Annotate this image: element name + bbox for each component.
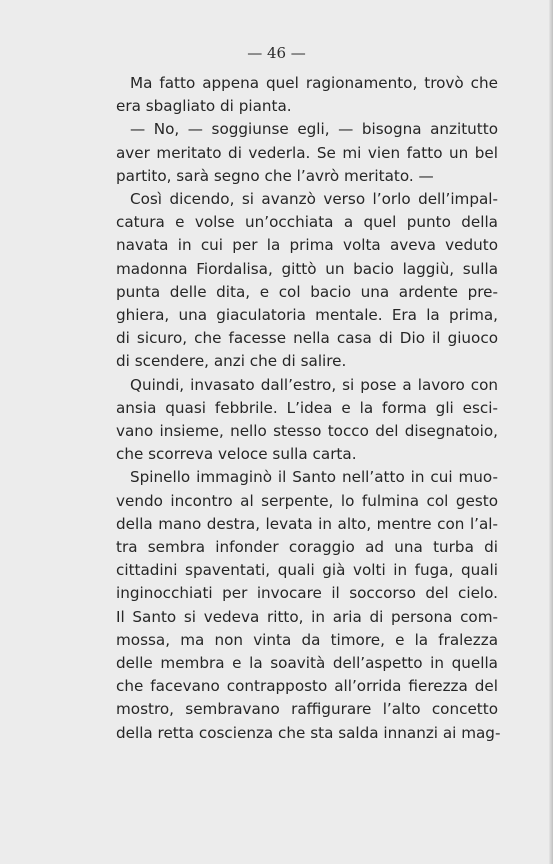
text-line: tra sembra infonder coraggio ad una turba di [116, 538, 498, 557]
text-line: che scorreva veloce sulla carta. [116, 445, 357, 464]
text-line: punta delle dita, e col bacio una ardente pre- [116, 282, 498, 301]
text-line: mossa, ma non vinta da timore, e la fralezza [116, 630, 498, 649]
text-line: partito, sarà segno che l’avrò meritato. — [116, 166, 434, 185]
text-line: della mano destra, levata in alto, mentre con l’al- [116, 514, 498, 533]
text-line: di scendere, anzi che di salire. [116, 352, 347, 371]
text-line: ghiera, una giaculatoria mentale. Era la prima, [116, 306, 498, 325]
text-line: che facevano contrapposto all’orrida fierezza del [116, 677, 498, 696]
text-line: mostro, sembravano raffigurare l’alto concetto [116, 700, 498, 719]
text-line: Spinello immaginò il Santo nell’atto in cui muo- [130, 468, 498, 487]
text-line: — No, — soggiunse egli, — bisogna anzitutto [130, 120, 498, 139]
text-line: catura e volse un’occhiata a quel punto della [116, 213, 498, 232]
text-line: navata in cui per la prima volta aveva veduto [116, 236, 498, 255]
text-line: vendo incontro al serpente, lo fulmina col gesto [116, 491, 498, 510]
text-line: inginocchiati per invocare il soccorso del cielo. [116, 584, 498, 603]
text-line: della retta coscienza che sta salda innanzi ai mag- [116, 723, 501, 742]
text-line: vano insieme, nello stesso tocco del disegnatoio, [116, 422, 498, 441]
text-line: era sbagliato di pianta. [116, 97, 292, 116]
text-line: Quindi, invasato dall’estro, si pose a lavoro con [130, 375, 498, 394]
body-text [116, 72, 501, 745]
text-line: ansia quasi febbrile. L’idea e la forma gli esci- [116, 398, 498, 417]
text-line: madonna Fiordalisa, gittò un bacio laggiù, sulla [116, 259, 498, 278]
text-line: delle membra e la soavità dell’aspetto in quella [116, 654, 498, 673]
text-line: aver meritato di vederla. Se mi vien fatto un bel [116, 143, 498, 162]
text-line: Così dicendo, si avanzò verso l’orlo dell’impal- [130, 190, 498, 209]
text-line: cittadini spaventati, quali già volti in fuga, quali [116, 561, 498, 580]
page-number: — 46 — [247, 44, 306, 62]
text-line: di sicuro, che facesse nella casa di Dio il giuoco [116, 329, 498, 348]
page-edge-shadow [549, 0, 553, 864]
text-line: Il Santo si vedeva ritto, in aria di persona com- [116, 607, 498, 626]
text-line: Ma fatto appena quel ragionamento, trovò che [130, 74, 498, 92]
